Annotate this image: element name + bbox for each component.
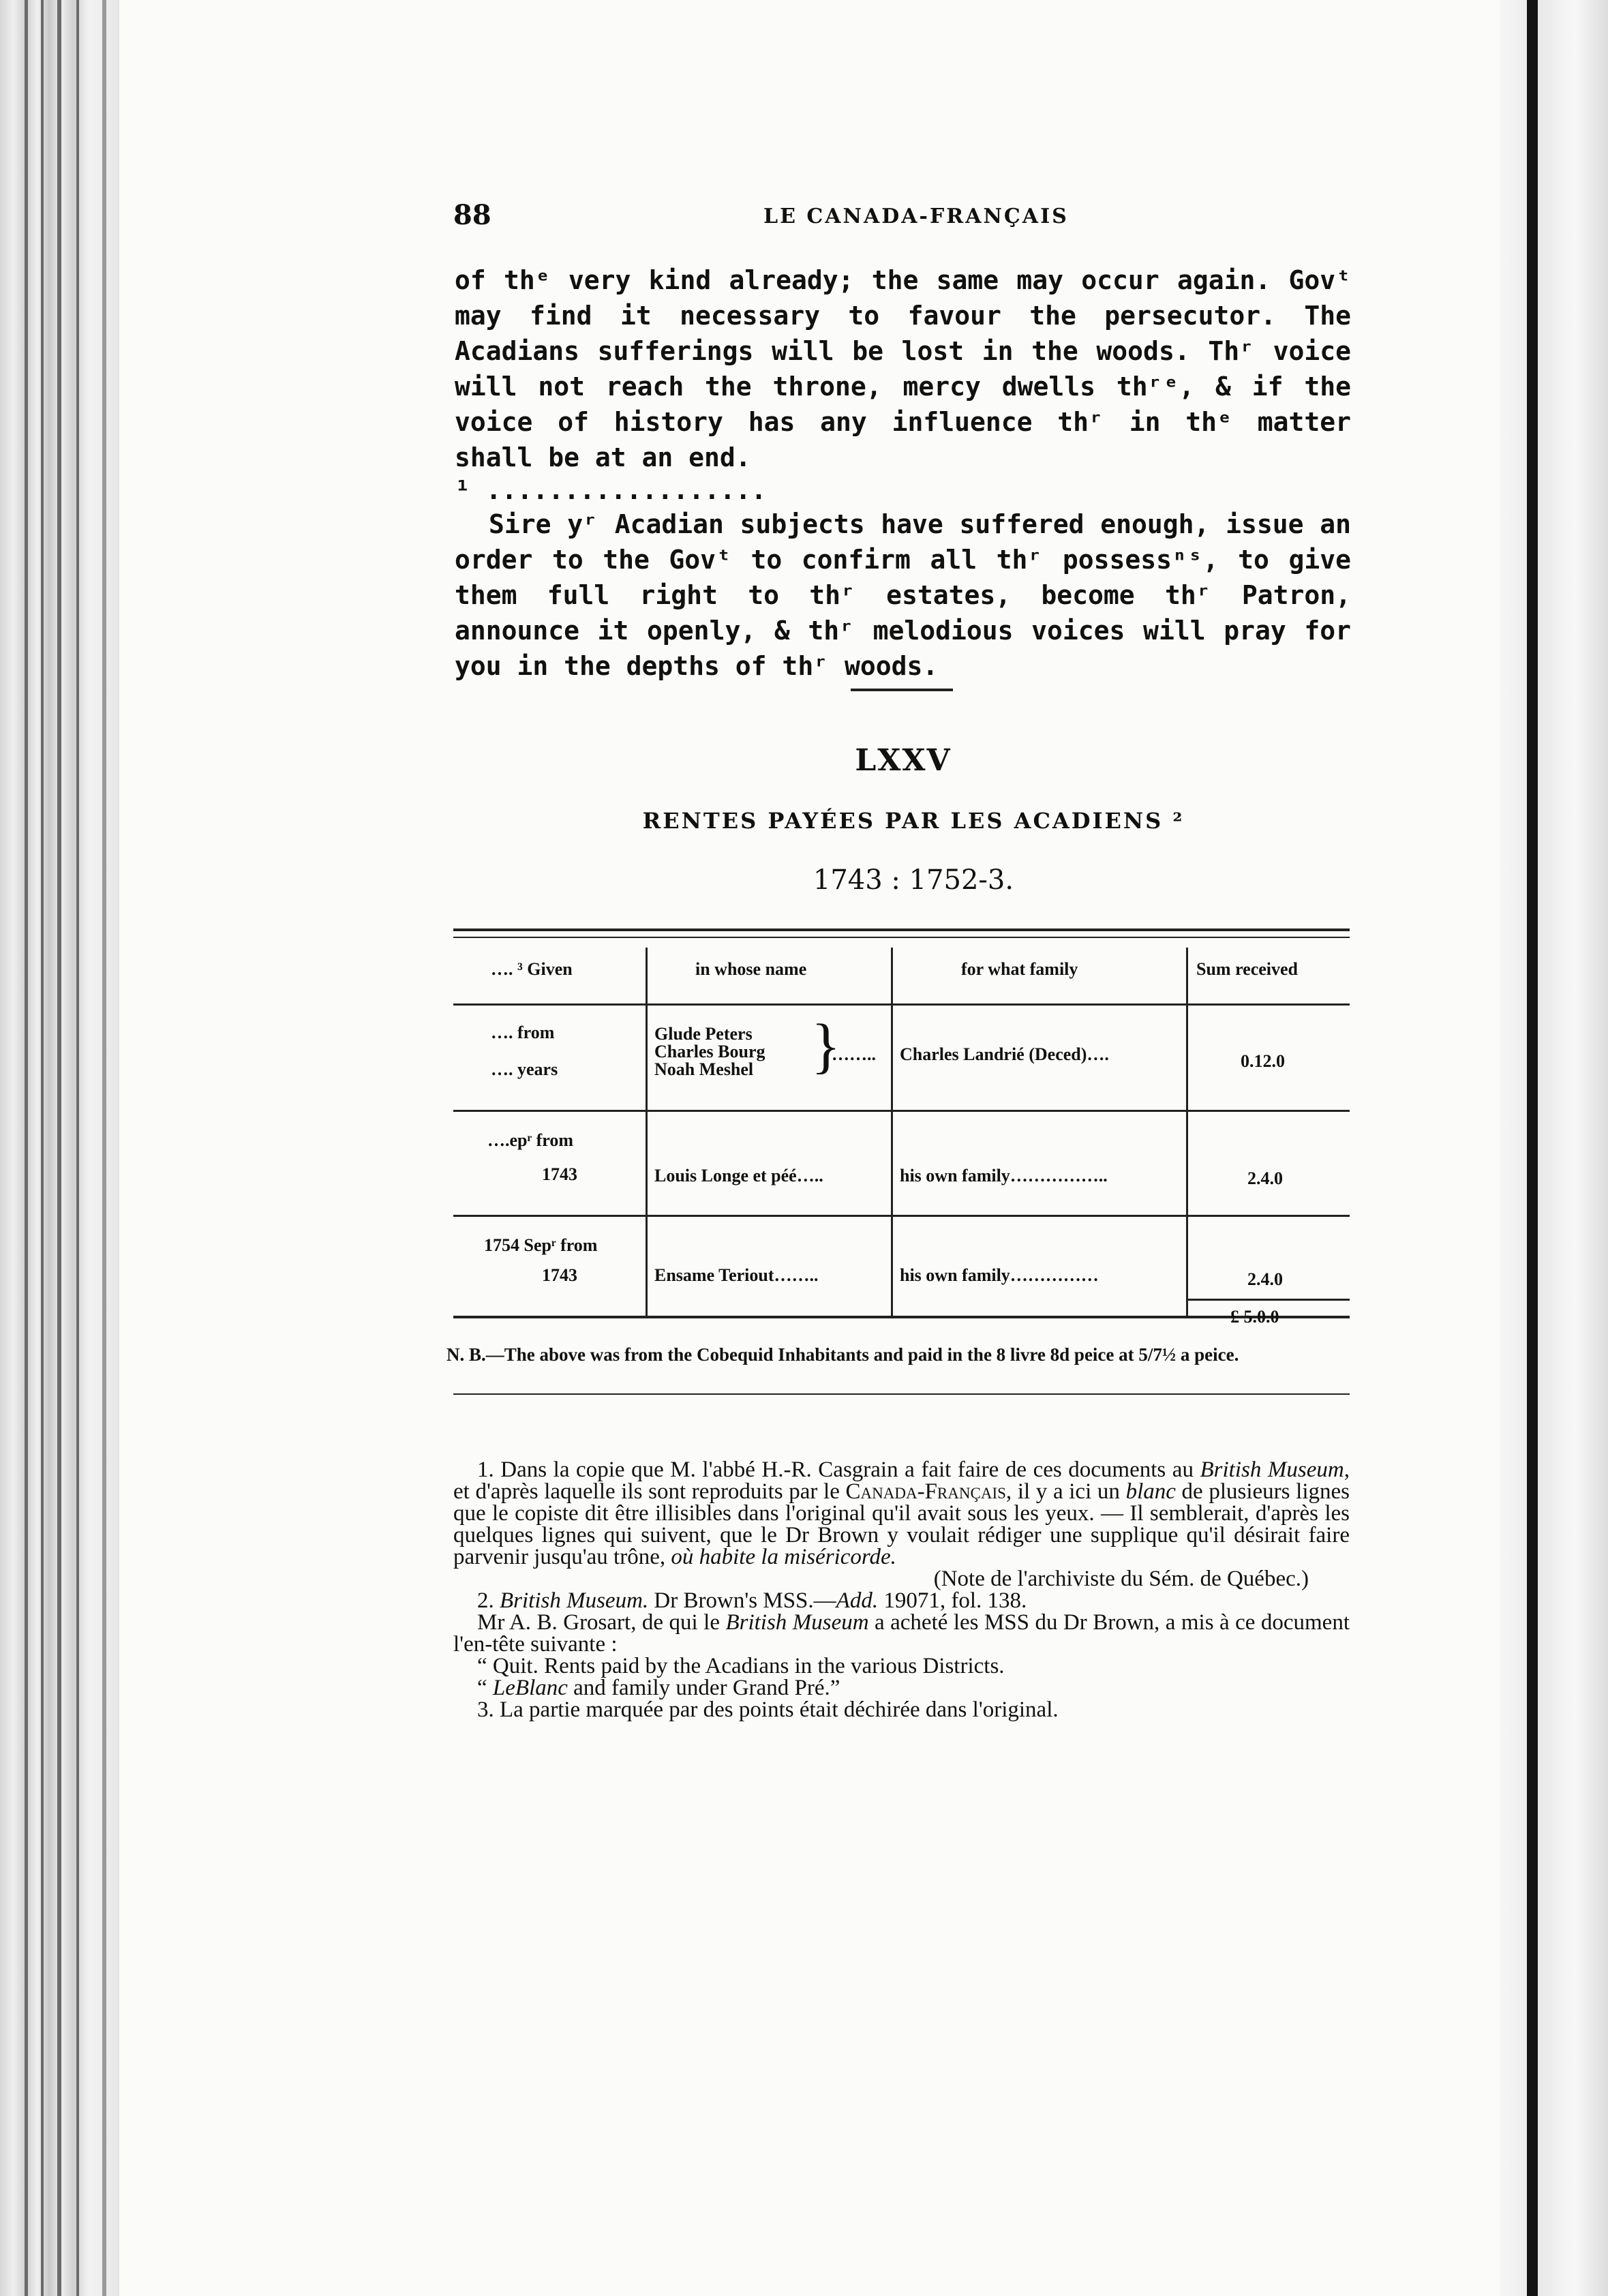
row1-family: Charles Landrié (Deced)….	[900, 1044, 1109, 1064]
footnote-2-continued: Mr A. B. Grosart, de qui le British Museum a acheté les MSS du Dr Brown, a mis à ce document l'en-tête suivante :	[453, 1610, 1350, 1657]
row2-name: Louis Longe et péé…..	[654, 1166, 823, 1185]
row3-sum: 2.4.0	[1247, 1269, 1283, 1289]
row2-given-year: 1743	[542, 1164, 577, 1184]
section-dates: 1743 : 1752-3.	[813, 864, 1014, 896]
rent-table	[446, 928, 1350, 1365]
row1-name-3: Noah Meshel	[654, 1059, 754, 1079]
footnotes	[453, 1459, 1350, 1721]
footnote-quote-1: “ Quit. Rents paid by the Acadians in the various Districts.	[477, 1654, 1005, 1678]
row1-name-2: Charles Bourg	[654, 1042, 765, 1061]
running-title: LE CANADA-FRANÇAIS	[763, 205, 1069, 228]
row2-sum: 2.4.0	[1247, 1168, 1283, 1188]
row3-given-year: 1743	[542, 1265, 577, 1285]
row1-given-from: …. from	[491, 1023, 555, 1042]
footnote-1-signature: (Note de l'archiviste du Sém. de Québec.)	[933, 1567, 1309, 1591]
table-total: £ 5.0.0	[1230, 1307, 1279, 1327]
scanned-book-edge-left	[0, 0, 119, 2296]
scanned-book-edge-right	[1500, 0, 1608, 2296]
omission-dots: ¹ ..................	[455, 475, 767, 505]
section-number: LXXV	[855, 743, 952, 778]
row2-family: his own family……………..	[900, 1166, 1108, 1185]
row1-given-years: …. years	[491, 1059, 558, 1079]
row3-name: Ensame Teriout……..	[654, 1265, 819, 1285]
section-divider	[851, 689, 953, 691]
section-title: RENTES PAYÉES PAR LES ACADIENS ²	[642, 808, 1185, 834]
page-number: 88	[453, 199, 491, 231]
row2-given-from: ….epʳ from	[487, 1130, 574, 1150]
header-given: …. ³ Given	[491, 959, 573, 979]
body-paragraph-1: of thᵉ very kind already; the same may occur again. Govᵗ may find it necessary to favour the persecutor. The Acadians sufferings will be lost in the woods. Thʳ voice will not reach the throne, mercy dwells thʳᵉ, & if the voice of history has any influence thʳ in thᵉ matter shall be at an end.	[455, 265, 1351, 472]
table-note: N. B.—The above was from the Cobequid Inhabitants and paid in the 8 livre 8d peice at 5/7½ a peice.	[446, 1344, 1239, 1365]
footnote-2: 2. British Museum. Dr Brown's MSS.—Add. 19071, fol. 138.	[477, 1588, 1027, 1613]
brace-icon: }	[811, 1012, 841, 1080]
row3-family: his own family……………	[900, 1265, 1099, 1285]
running-header	[453, 199, 1350, 240]
body-text	[455, 262, 1351, 684]
footnote-1: 1. Dans la copie que M. l'abbé H.-R. Casgrain a fait faire de ces documents au British Museum, et d'après laquelle ils sont reproduits par le Canada-Français, il y a ici un blanc de plusieurs lignes que le copiste dit être illisibles dans l'original qu'il avait sous les yeux. — Il semblerait, d'après les quelques lignes qui suivent, que le Dr Brown y voulait rédiger une supplique qu'il désirait faire parvenir jusqu'au trône, où habite la miséricorde.	[453, 1457, 1350, 1569]
header-whose-name: in whose name	[695, 959, 807, 979]
header-sum: Sum received	[1196, 959, 1298, 979]
body-paragraph-2: Sire yʳ Acadian subjects have suffered enough, issue an order to the Govᵗ to confirm all thʳ possessⁿˢ, to give them full right to thʳ estates, become thʳ Patron, announce it openly, & thʳ melodious voices will pray for you in the depths of thʳ woods.	[455, 509, 1351, 681]
footnote-3: 3. La partie marquée par des points était déchirée dans l'original.	[477, 1697, 1059, 1722]
row3-given-from: 1754 Sepʳ from	[484, 1235, 598, 1255]
row1-leader: ……..	[832, 1044, 876, 1064]
header-family: for what family	[961, 959, 1078, 979]
row1-sum: 0.12.0	[1241, 1051, 1285, 1071]
row1-name-1: Glude Peters	[654, 1024, 753, 1044]
footnote-quote-2: “ LeBlanc and family under Grand Pré.”	[477, 1676, 840, 1700]
